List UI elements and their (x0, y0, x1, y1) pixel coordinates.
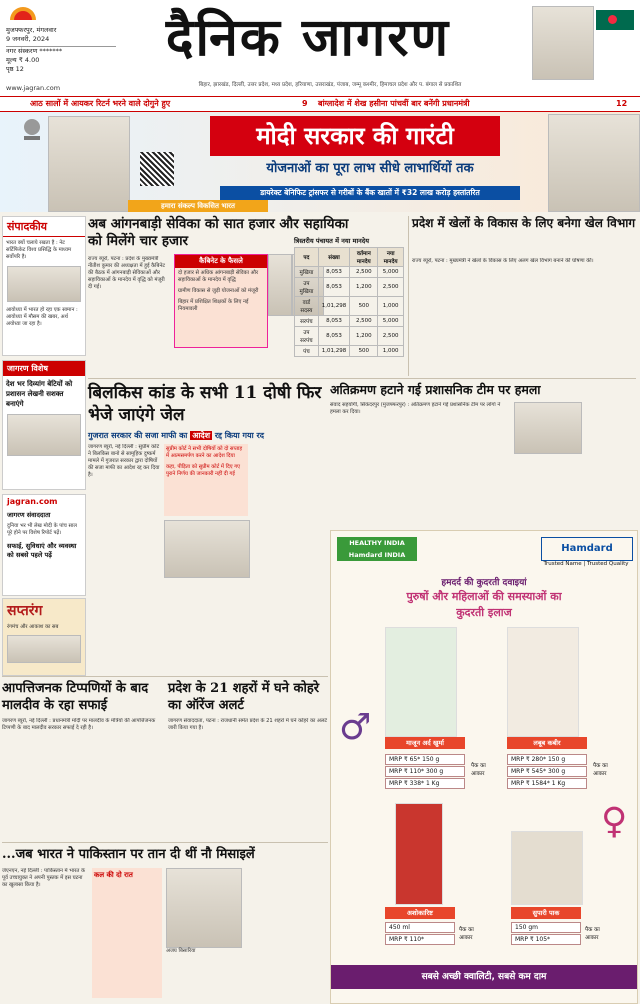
jagran-com-site[interactable]: jagran.com (7, 497, 58, 506)
product-4-name: सुपारी पाक (511, 907, 581, 919)
bilkis-point-1: सुप्रीम कोर्ट ने सभी दोषियों को दो सप्ताह में आत्मसमर्पण करने का आदेश दिया (166, 446, 243, 459)
table-cell: वार्ड सदस्य (295, 297, 319, 316)
product-3-image (395, 803, 443, 905)
product-4-mrp: 150 gm (511, 922, 581, 933)
editorial-text[interactable]: भारत क्यों चलाये रखता है : नेट सर्टिफिकेट विश्व प्रसिद्धि के माध्यम सर्वोपरि है। (6, 240, 72, 260)
bilkis-strap-mid: आदेश (192, 431, 211, 440)
table-cell: 8,053 (318, 327, 350, 346)
nitish-photo (268, 254, 292, 316)
table-cell: पंच (295, 346, 319, 357)
bilkis-headline[interactable]: बिलकिस कांड के सभी 11 दोषी फिर भेजे जाएंगे जेल (88, 383, 322, 425)
ticker-right[interactable]: बांग्लादेश में शेख हसीना पांचवीं बार बनेंगी प्रधानमंत्री (318, 99, 470, 108)
table-row (295, 297, 404, 316)
table-cell: 2,500 (350, 316, 378, 327)
table-cell: 5,000 (378, 316, 404, 327)
hamdard-logo: Hamdard (541, 537, 633, 561)
lead-headline[interactable]: अब आंगनबाड़ी सेविका को सात हजार और सहायिका को मिलेंगे चार हजार (88, 216, 349, 249)
product-3-pack: पैक का आकार (459, 927, 474, 941)
section-divider (2, 842, 328, 843)
maldives-headline[interactable]: आपत्तिजनक टिप्पणियों के बाद मालदीव के रहा सफाई (2, 681, 149, 713)
hamdard-ad (330, 530, 638, 1004)
product-1-name: माजून अर्द खुर्मा (385, 737, 465, 749)
female-symbol-icon: ♀ (601, 801, 628, 842)
ad-tagline: हमारा संकल्प विकसित भारत (128, 200, 268, 212)
table-cell: 2,500 (378, 278, 404, 297)
bilkis-strap (88, 430, 324, 441)
missiles-headline[interactable]: ...जब भारत ने पाकिस्तान पर तान दी थीं नौ मिसाइलें (2, 847, 255, 862)
table-cell: मुखिया (295, 267, 319, 278)
product-2-mrp: MRP ₹ 1584* 1 Kg (507, 778, 587, 789)
table-header: वर्तमान मानदेय (350, 248, 378, 267)
product-3-name: अशोकारिष्ट (385, 907, 455, 919)
jagran-com-head: जागरण संवाददाता (7, 511, 51, 519)
sun-logo-icon (8, 6, 38, 20)
masthead (0, 0, 640, 100)
cabinet-point-2: ग्रामीण विकास से जुड़ी योजनाओं को मंजूरी (178, 288, 259, 294)
jagran-vishesh-photo (7, 414, 81, 456)
lead-dateline: राज्य ब्यूरो, पटना : प्रदेश के मुख्यमंत्री नीतीश कुमार की अध्यक्षता में हुई कैबिनेट की बैठक में आंगनबाड़ी सेविकाओं और सहायिकाओं के मानदेय में वृद्धि को मंजूरी दी गई। (88, 256, 165, 290)
table-cell: 8,053 (318, 267, 350, 278)
maldives-dateline: जागरण ब्यूरो, नई दिल्ली : प्रधानमंत्री मोदी पर मालदीव के मंत्रियों की आपत्तिजनक टिप्पणी के बाद मालदीव सरकार सफाई दे रही है। (2, 718, 156, 731)
table-cell: 500 (350, 297, 378, 316)
cabinet-badge: कैबिनेट के फैसले (175, 255, 267, 268)
table-cell: उप मुखिया (295, 278, 319, 297)
fog-dateline: जागरण संवाददाता, पटना : राजधानी समेत प्रदेश के 21 शहरों में घने कोहरे का अलर्ट जारी किया गया है। (168, 718, 328, 731)
ad-headline-3: कुदरती इलाज (456, 606, 512, 619)
table-cell: 2,500 (378, 327, 404, 346)
table-row (295, 327, 404, 346)
cabinet-point-1: दो हजार से अधिक आंगनबाड़ी सेविका और सहायिकाओं के मानदेय में वृद्धि (178, 270, 259, 283)
table-header: पद (295, 248, 319, 267)
ticker-left-page: 9 (302, 99, 308, 108)
table-row (295, 278, 404, 297)
table-cell: 1,200 (350, 327, 378, 346)
table-cell: 8,053 (318, 316, 350, 327)
jagran-vishesh-box (2, 360, 86, 490)
product-2-mrp: MRP ₹ 545* 300 g (507, 766, 587, 777)
product-1-prices (385, 753, 465, 790)
product-1-image (385, 627, 457, 737)
hasina-photo (532, 6, 594, 80)
product-1-mrp: MRP ₹ 110* 300 g (385, 766, 465, 777)
beneficiary-photo (48, 116, 130, 212)
product-4-image (511, 831, 583, 905)
table-cell: 500 (350, 346, 378, 357)
fog-headline[interactable]: प्रदेश के 21 शहरों में घने कोहरे का ऑरेंज अलर्ट (168, 681, 320, 713)
section-divider (2, 676, 328, 677)
missiles-dateline: जेएनएन, नई दिल्ली : पाकिस्तान में भारत के पूर्व उच्चायुक्त ने अपनी पुस्तक में इस घटना का खुलासा किया है। (2, 868, 85, 888)
healthy-india-badge: HEALTHY INDIA Hamdard INDIA (337, 537, 417, 561)
editions-line: बिहार, झारखंड, दिल्ली, उत्तर प्रदेश, मध्य प्रदेश, हरियाणा, उत्तराखंड, पंजाब, जम्मू कश्मीर, हिमाचल प्रदेश और प. बंगाल से प्रकाशित (198, 82, 462, 88)
ticker-right-page: 12 (616, 99, 628, 108)
editorial-photo (7, 266, 81, 302)
newspaper-title: दैनिक जागरण (165, 7, 451, 68)
table-row (295, 346, 404, 357)
ad-headline-1: हमदर्द की कुदरती दवाइयां (441, 578, 527, 588)
table-cell: सरपंच (295, 316, 319, 327)
place-day: मुजफ्फरपुर, मंगलवार (6, 26, 57, 34)
product-1-mrp: MRP ₹ 338* 1 Kg (385, 778, 465, 789)
table-row (295, 267, 404, 278)
price-label: मूल्य ₹ 4.00 (6, 56, 40, 64)
product-3-mrp: 450 ml (385, 922, 455, 933)
cabinet-point-3: बिहार में प्रशिक्षित शिक्षकों के लिए नई नियमावली (178, 299, 249, 312)
bilkis-point-2: कहा, पीड़िता को सुप्रीम कोर्ट में दिए गए पुराने निर्णय की जानकारी नहीं दी गई (166, 464, 241, 477)
product-2-mrp: MRP ₹ 280* 150 g (507, 754, 587, 765)
table-row (295, 316, 404, 327)
product-1-pack: पैक का आकार (471, 763, 486, 777)
sports-dateline: राज्य ब्यूरो, पटना : मुख्यमंत्री ने खेलों के विकास के लिए अलग खेल विभाग बनाने की घोषणा की। (412, 258, 594, 264)
ad-dbt-line: डायरेक्ट बेनिफिट ट्रांसफर से गरीबों के बैंक खातों में ₹32 लाख करोड़ हस्तांतरित (220, 186, 520, 200)
table-cell: 1,000 (378, 346, 404, 357)
product-1-mrp: MRP ₹ 65* 150 g (385, 754, 465, 765)
qr-code-icon[interactable] (140, 152, 174, 186)
editorial-box (2, 216, 86, 356)
section-divider (88, 378, 636, 379)
saptrang-photo (7, 635, 81, 663)
jagran-com-box (2, 494, 86, 596)
table-cell: 1,01,298 (318, 297, 350, 316)
bisaria-photo (166, 868, 242, 948)
table-cell: 1,000 (378, 297, 404, 316)
ticker-left[interactable]: आठ सालों में आयकर रिटर्न भरने वाले दोगुने हुए (30, 99, 171, 108)
jagran-com-more[interactable]: सफाई, सुविधाएं और व्यवस्था को सबसे पहले पढ़ें (7, 542, 77, 559)
product-4-mrp: MRP ₹ 105* (511, 934, 581, 945)
encroachment-photo (514, 402, 582, 454)
website-url[interactable]: www.jagran.com (6, 84, 61, 92)
product-2-image (507, 627, 579, 737)
saptrang-box (2, 598, 86, 676)
editorial-text-2[interactable]: आयोध्या में भारत हो रहा एक सामान : आयोध्या में मौसम की खबर, अर्थ अयोध्या जा रहा है। (6, 307, 78, 327)
product-2-pack: पैक का आकार (593, 763, 608, 777)
table-cell: 2,500 (350, 267, 378, 278)
cabinet-box (174, 254, 268, 348)
ad-title: मोदी सरकार की गारंटी (210, 116, 500, 156)
bilkis-strap-post: रद्द किया गया रद (214, 431, 265, 440)
panchayat-table (294, 247, 404, 357)
hamdard-tagline: Trusted Name | Trusted Quality (543, 561, 629, 567)
jagran-com-text[interactable]: दुनिया भर भी लेख मोदी के पांच साल पूरे होने पर विशेष रिपोर्ट पढ़ें। (7, 523, 77, 536)
edition-info (6, 26, 116, 74)
sports-headline[interactable]: प्रदेश में खेलों के विकास के लिए बनेगा खेल विभाग (412, 216, 636, 230)
product-2-prices (507, 753, 587, 790)
table-cell: 8,053 (318, 278, 350, 297)
ad-headline-2: पुरुषों और महिलाओं की समस्याओं का (406, 590, 562, 603)
modi-guarantee-ad (0, 112, 640, 212)
product-3-mrp: MRP ₹ 110* (385, 934, 455, 945)
bisaria-caption: अजय बिसारिया (166, 948, 196, 954)
bilkis-strap-pre: गुजरात सरकार की सजा माफी का (88, 431, 188, 440)
issue-date: 9 जनवरी, 2024 (6, 35, 50, 43)
encroachment-headline[interactable]: अतिक्रमण हटाने गई प्रशासनिक टीम पर हमला (330, 382, 541, 397)
supreme-court-photo (164, 520, 250, 578)
missiles-sidebar (92, 868, 162, 998)
edition-label: नगर संस्करण ******* (6, 46, 116, 56)
pages-label: पृष्ठ 12 (6, 65, 24, 73)
encroachment-dateline: संवाद सहयोगी, सिकंदरपुर (मुजफ्फरपुर) : अतिक्रमण हटाने गई प्रशासनिक टीम पर लोगों ने हमला कर दिया। (330, 402, 501, 415)
saptrang-title: सप्तरंग (7, 603, 43, 619)
missiles-sidebar-title: कल की दो रात (94, 870, 133, 879)
product-3-prices (385, 921, 455, 946)
ad-subtitle: योजनाओं का पूरा लाभ सीधे लाभार्थियों तक (266, 161, 474, 176)
ad-footer: सबसे अच्छी क्वालिटी, सबसे कम दाम (331, 965, 637, 989)
panchayat-table-box (294, 236, 404, 357)
bilkis-dateline: जागरण ब्यूरो, नई दिल्ली : सुप्रीम कोर्ट ने बिलकिस बानो से सामूहिक दुष्कर्म मामले में गुजरात सरकार द्वारा दोषियों की सजा माफी का आदेश रद्द कर दिया है। (88, 444, 160, 478)
male-symbol-icon: ♂ (339, 707, 372, 748)
jagran-vishesh-item[interactable]: देश भर दिव्यांग बेटियों को प्रशासन लेखनी सशक्त बनाएंगे (6, 379, 73, 408)
pm-photo (548, 114, 640, 212)
product-2-name: लबूब कबीर (507, 737, 587, 749)
column-divider (408, 216, 409, 376)
ticker-bar (0, 96, 640, 112)
table-header: संख्या (318, 248, 350, 267)
table-header: नया मानदेय (378, 248, 404, 267)
saptrang-sub: रंगमंच और आकाश का सब (7, 624, 59, 630)
bangladesh-flag-icon (596, 10, 634, 30)
table-cell: उप सरपंच (295, 327, 319, 346)
table-cell: 1,01,298 (318, 346, 350, 357)
product-4-prices (511, 921, 581, 946)
table-cell: 5,000 (378, 267, 404, 278)
jagran-vishesh-title: जागरण विशेष (3, 361, 85, 376)
product-4-pack: पैक का आकार (585, 927, 600, 941)
panchayat-title: त्रिस्तरीय पंचायत में नया मानदेय (294, 237, 369, 245)
editorial-title: संपादकीय (3, 217, 85, 237)
emblem-icon (20, 114, 44, 144)
table-cell: 1,200 (350, 278, 378, 297)
bilkis-points-box (164, 444, 248, 516)
